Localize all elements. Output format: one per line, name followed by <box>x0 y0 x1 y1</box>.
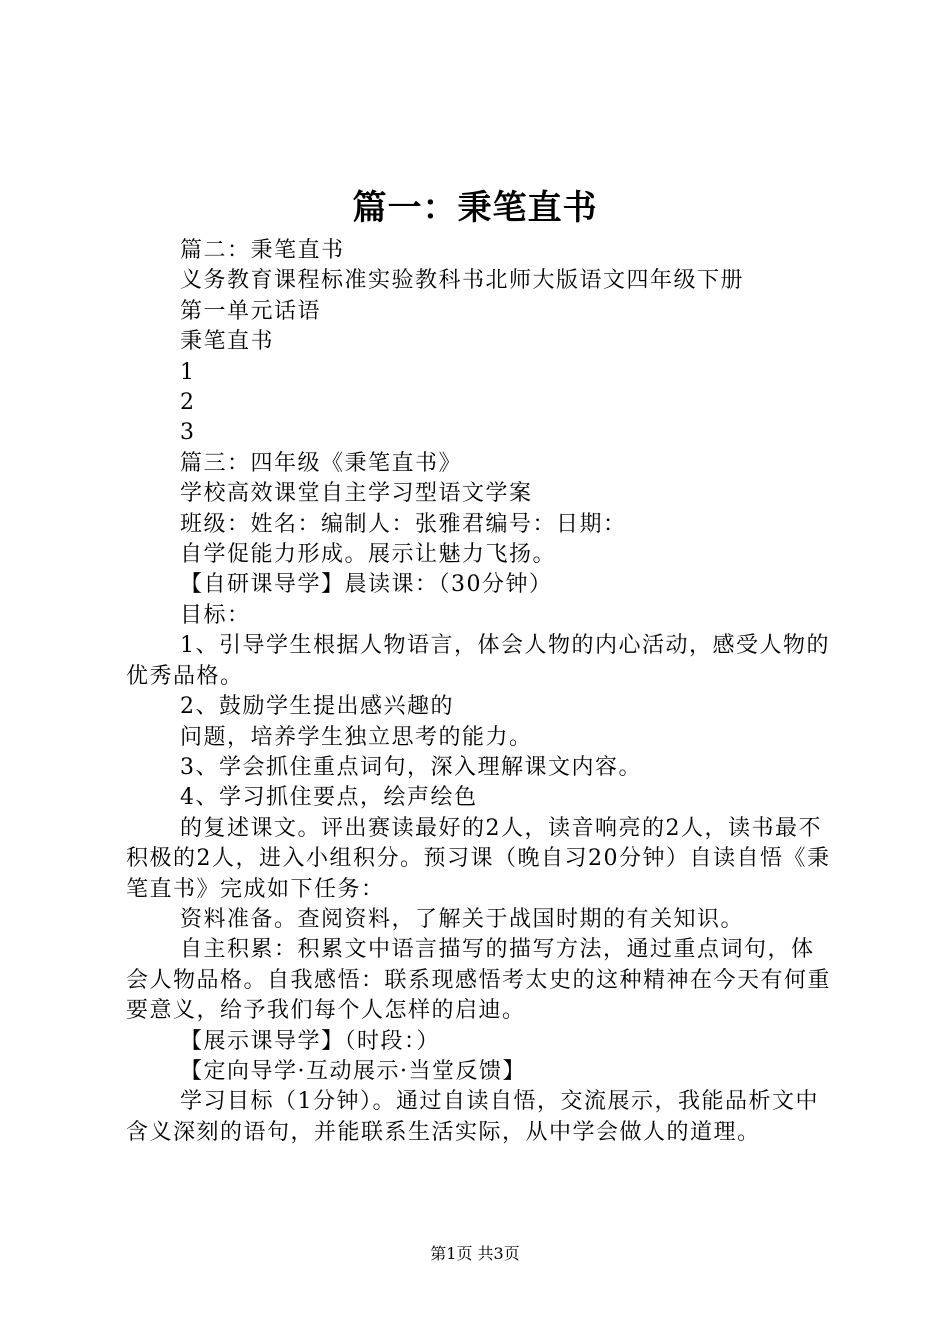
paragraph: 【展示课导学】（时段：） <box>180 1028 441 1054</box>
paragraph: 3 <box>180 420 196 446</box>
paragraph: 【定向导学·互动展示·当堂反馈】 <box>180 1058 526 1084</box>
paragraph: 学校高效课堂自主学习型语文学案 <box>180 481 533 507</box>
paragraph: 2、鼓励学生提出感兴趣的 <box>180 694 454 720</box>
paragraph: 问题，培养学生独立思考的能力。 <box>180 724 533 750</box>
paragraph: 的复述课文。评出赛读最好的2人，读音响亮的2人，读书最不积极的2人，进入小组积分。预习课（晚自习20分钟）自读自悟《秉笔直书》完成如下任务： <box>126 815 831 902</box>
paragraph: 1 <box>180 359 196 385</box>
paragraph: 3、学会抓住重点词句，深入理解课文内容。 <box>180 754 642 780</box>
paragraph: 自主积累：积累文中语言描写的描写方法，通过重点词句，体会人物品格。自我感悟：联系现感悟考太史的这种精神在今天有何重要意义，给予我们每个人怎样的启迪。 <box>126 937 832 1024</box>
paragraph: 第一单元话语 <box>180 298 322 324</box>
paragraph: 【自研课导学】晨读课：（30分钟） <box>180 572 553 598</box>
page-footer: 第1页 共3页 <box>430 1244 520 1263</box>
document-title: 篇一：秉笔直书 <box>352 188 598 228</box>
paragraph: 目标： <box>180 602 251 628</box>
paragraph: 义务教育课程标准实验教科书北师大版语文四年级下册 <box>180 268 745 294</box>
paragraph: 篇三：四年级《秉笔直书》 <box>180 450 463 476</box>
paragraph: 篇二：秉笔直书 <box>180 238 345 263</box>
document-body <box>126 236 836 1148</box>
paragraph: 4、学习抓住要点，绘声绘色 <box>180 785 478 811</box>
paragraph: 2 <box>180 390 196 416</box>
paragraph: 学习目标（1分钟）。通过自读自悟，交流展示，我能品析文中含义深刻的语句，并能联系生活实际，从中学会做人的道理。 <box>126 1089 819 1145</box>
paragraph: 班级：姓名：编制人：张雅君编号：日期： <box>180 511 627 537</box>
paragraph: 资料准备。查阅资料，了解关于战国时期的有关知识。 <box>180 906 745 932</box>
paragraph: 1、引导学生根据人物语言，体会人物的内心活动，感受人物的优秀品格。 <box>126 633 830 689</box>
paragraph: 自学促能力形成。展示让魅力飞扬。 <box>180 542 557 568</box>
paragraph: 秉笔直书 <box>180 329 275 355</box>
